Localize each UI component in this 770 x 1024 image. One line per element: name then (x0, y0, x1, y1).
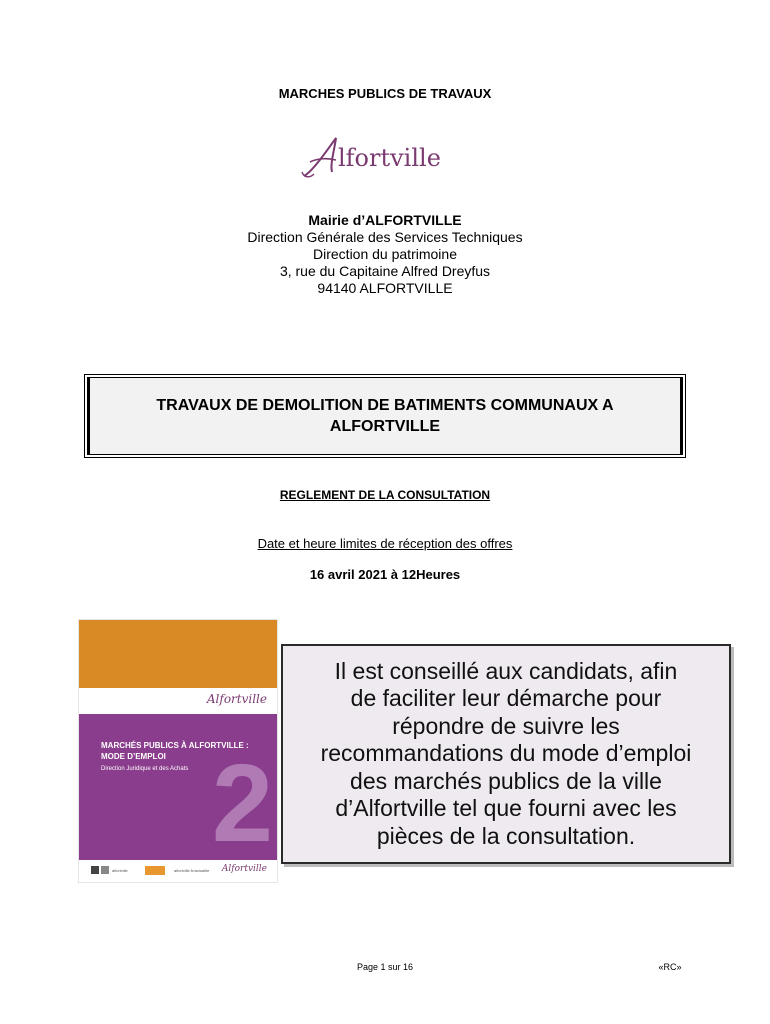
advice-line: pièces de la consultation. (376, 822, 636, 849)
project-title-box (84, 374, 686, 458)
document-reference: «RC» (658, 962, 682, 972)
project-title-line1: TRAVAUX DE DEMOLITION DE BATIMENTS COMMUNAUX A (156, 397, 614, 414)
brochure-footer-social: alfortville (112, 868, 128, 873)
document-type-heading: MARCHES PUBLICS DE TRAVAUX (278, 86, 492, 101)
svg-text:lfortville: lfortville (338, 144, 441, 172)
brochure-title-line1: MARCHÉS PUBLICS À ALFORTVILLE : (101, 741, 249, 750)
brochure-purple-panel (79, 714, 277, 860)
organization-direction: Direction Générale des Services Techniques (247, 229, 523, 245)
brochure-logo: Alfortville (206, 692, 267, 706)
advice-line: d’Alfortville tel que fourni avec les (335, 795, 677, 822)
facebook-icon (91, 866, 99, 874)
advice-text (286, 658, 726, 851)
brochure-title-line2: MODE D’EMPLOI (101, 752, 166, 761)
advice-line: des marchés publics de la ville (350, 767, 662, 794)
project-title-line2: ALFORTVILLE (329, 418, 441, 435)
brochure-footer-text: alfortville.fr/actualite (174, 868, 210, 873)
section-heading: REGLEMENT DE LA CONSULTATION (279, 488, 491, 502)
organization-service: Direction du patrimoine (313, 246, 457, 262)
brochure-footer-logo: Alfortville (221, 864, 267, 874)
alfortville-logo (296, 132, 476, 182)
organization-address: 3, rue du Capitaine Alfred Dreyfus (279, 263, 491, 279)
deadline-value: 16 avril 2021 à 12Heures (309, 567, 461, 582)
deadline-label: Date et heure limites de réception des offres (257, 536, 513, 551)
brochure-number: 2 (211, 742, 273, 860)
brochure-footer (79, 860, 277, 882)
brochure-cover-image (79, 620, 277, 882)
advice-line: répondre de suivre les (392, 712, 620, 739)
organization-block (0, 212, 770, 297)
page-number: Page 1 sur 16 (356, 962, 414, 972)
brochure-subtitle: Direction Juridique et des Achats (101, 766, 189, 772)
twitter-icon (101, 866, 109, 874)
advice-line: recommandations du mode d’emploi (320, 740, 692, 767)
organization-name: Mairie d’ALFORTVILLE (308, 212, 462, 228)
organization-city: 94140 ALFORTVILLE (317, 280, 453, 296)
brochure-badge-icon (145, 866, 165, 875)
advice-line: de faciliter leur démarche pour (350, 685, 662, 712)
brochure-orange-band (79, 620, 277, 688)
advice-box (281, 644, 731, 864)
advice-line: Il est conseillé aux candidats, afin (334, 657, 678, 684)
